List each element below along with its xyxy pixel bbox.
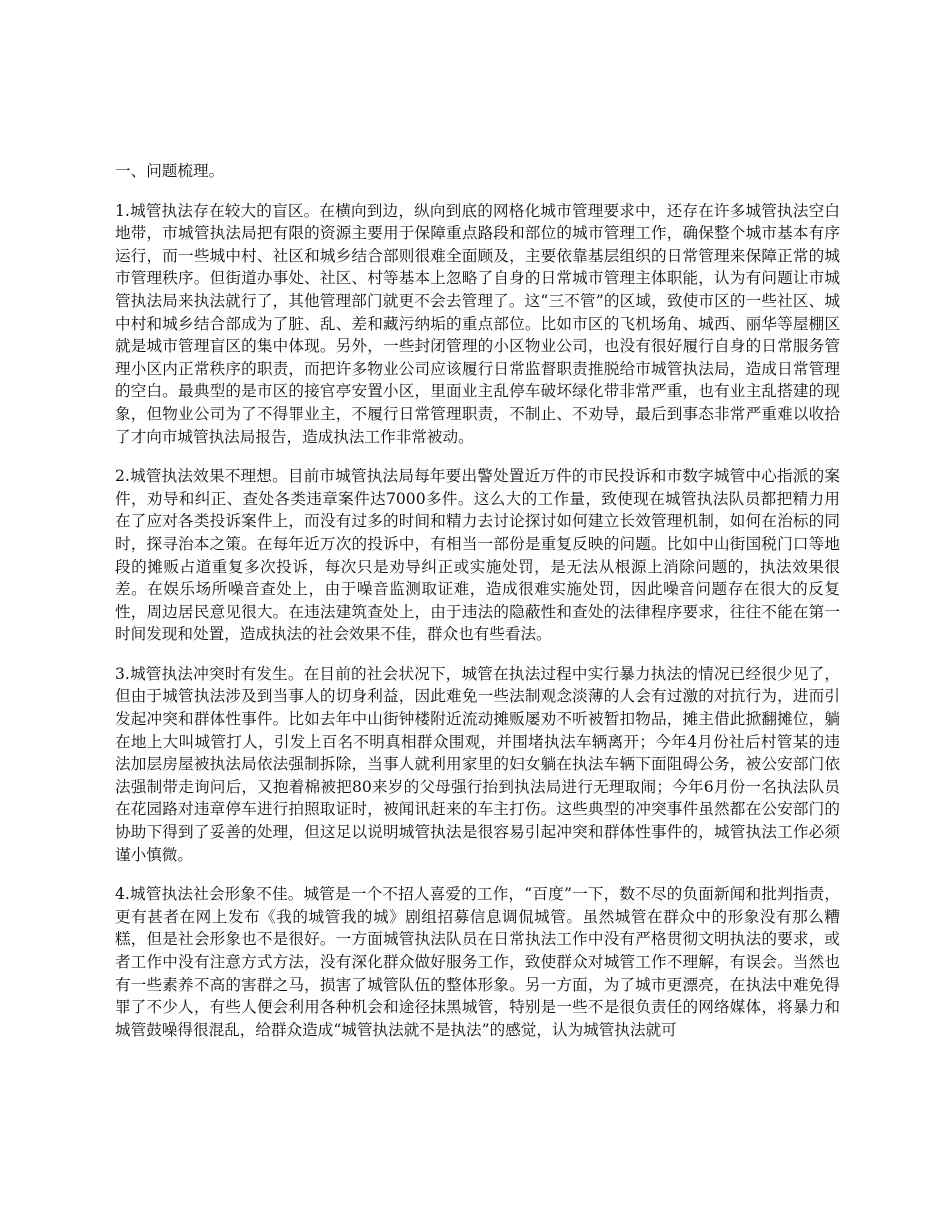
paragraph-3: 3.城管执法冲突时有发生。在目前的社会状况下，城管在执法过程中实行暴力执法的情况已经很少见了，但由于城管执法涉及到当事人的切身利益，因此难免一些法制观念淡薄的人会有过激的对抗行为，进而引发起冲突和群体性事件。比如去年中山街钟楼附近流动摊贩屡劝不听被暂扣物品，摊主借此掀翻摊位，躺在地上大叫城管打人，引发上百名不明真相群众围观，并围堵执法车辆离开；今年4月份社后村管某的违法加层房屋被执法局依法强制拆除，当事人就利用家里的妇女躺在执法车辆下面阻碍公务，被公安部门依法强制带走询问后，又抱着棉被把80来岁的父母强行抬到执法局进行无理取闹；今年6月份一名执法队员在花园路对违章停车进行拍照取证时，被闻讯赶来的车主打伤。这些典型的冲突事件虽然都在公安部门的协助下得到了妥善的处理，但这足以说明城管执法是很容易引起冲突和群体性事件的，城管执法工作必须谨小慎微。 bbox=[115, 664, 840, 864]
document-body bbox=[115, 160, 840, 1058]
section-heading: 一、问题梳理。 bbox=[115, 162, 225, 180]
paragraph-1: 1.城管执法存在较大的盲区。在横向到边，纵向到底的网格化城市管理要求中，还存在许多城管执法空白地带，市城管执法局把有限的资源主要用于保障重点路段和部位的城市管理工作，确保整个城市基本有序运行，而一些城中村、社区和城乡结合部则很难全面顾及，主要依靠基层组织的日常管理来保障正常的城市管理秩序。但街道办事处、社区、村等基本上忽略了自身的日常城市管理主体职能，认为有问题让市城管执法局来执法就行了，其他管理部门就更不会去管理了。这“三不管”的区域，致使市区的一些社区、城中村和城乡结合部成为了脏、乱、差和藏污纳垢的重点部位。比如市区的飞机场角、城西、丽华等屋棚区就是城市管理盲区的集中体现。另外，一些封闭管理的小区物业公司，也没有很好履行自身的日常服务管理小区内正常秩序的职责，而把许多物业公司应该履行日常监督职责推脱给市城管执法局，造成日常管理的空白。最典型的是市区的接官亭安置小区，里面业主乱停车破坏绿化带非常严重，也有业主乱搭建的现象，但物业公司为了不得罪业主，不履行日常管理职责，不制止、不劝导，最后到事态非常严重难以收拾了才向市城管执法局报告，造成执法工作非常被动。 bbox=[115, 201, 840, 446]
paragraph-4: 4.城管执法社会形象不佳。城管是一个不招人喜爱的工作，“百度”一下，数不尽的负面新闻和批判指责，更有甚者在网上发布《我的城管我的城》剧组招募信息调侃城管。虽然城管在群众中的形象没有那么糟糕，但是社会形象也不是很好。一方面城管执法队员在日常执法工作中没有严格贯彻文明执法的要求，或者工作中没有注意方式方法，没有深化群众做好服务工作，致使群众对城管工作不理解，有误会。当然也有一些素养不高的害群之马，损害了城管队伍的整体形象。另一方面，为了城市更漂亮，在执法中难免得罪了不少人，有些人便会利用各种机会和途径抹黑城管，特别是一些不是很负责任的网络媒体，将暴力和城管鼓噪得很混乱，给群众造成“城管执法就不是执法”的感觉，认为城管执法就可 bbox=[115, 885, 840, 1039]
paragraph-2: 2.城管执法效果不理想。目前市城管执法局每年要出警处置近万件的市民投诉和市数字城管中心指派的案件，劝导和纠正、查处各类违章案件达7000多件。这么大的工作量，致使现在城管执法队员都把精力用在了应对各类投诉案件上，而没有过多的时间和精力去讨论探讨如何建立长效管理机制，如何在治标的同时，探寻治本之策。在每年近万次的投诉中，有相当一部份是重复反映的问题。比如中山街国税门口等地段的摊贩占道重复多次投诉，每次只是劝导纠正或实施处罚，是无法从根源上消除问题的，执法效果很差。在娱乐场所噪音查处上，由于噪音监测取证难，造成很难实施处罚，因此噪音问题存在很大的反复性，周边居民意见很大。在违法建筑查处上，由于违法的隐蔽性和查处的法律程序要求，往往不能在第一时间发现和处置，造成执法的社会效果不佳，群众也有些看法。 bbox=[115, 467, 840, 644]
